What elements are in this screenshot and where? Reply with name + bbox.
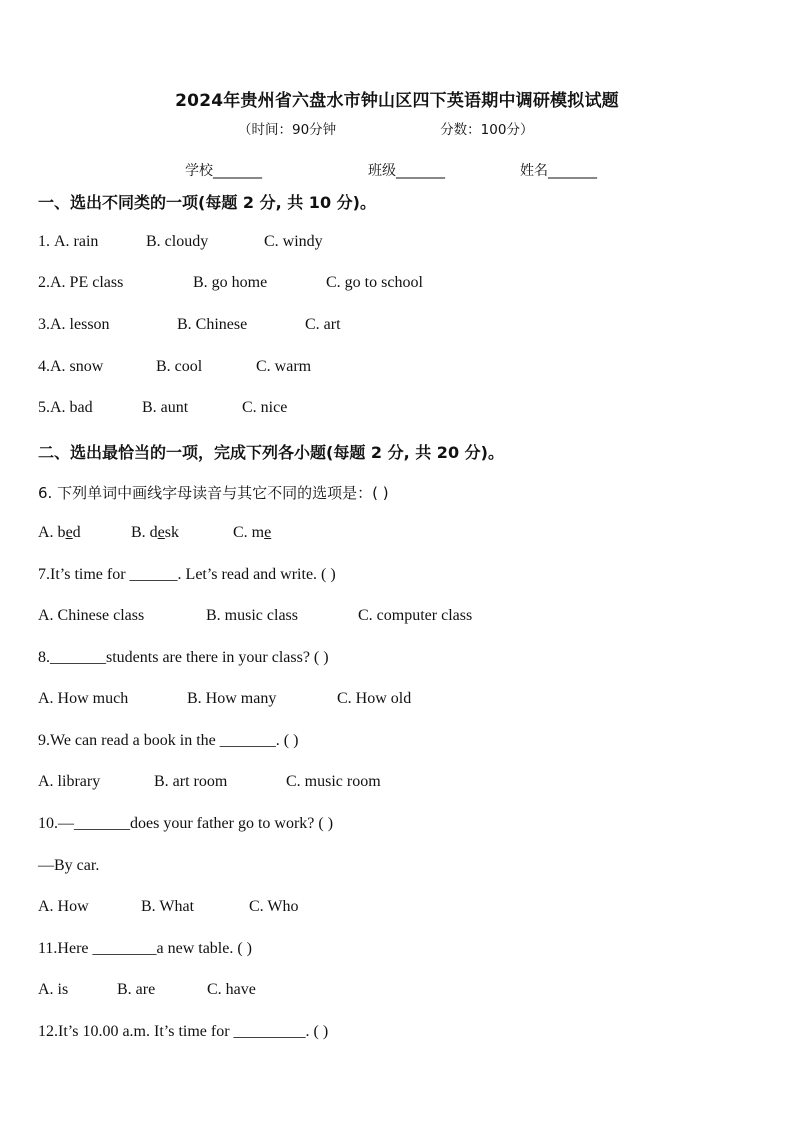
question-9-options	[38, 773, 381, 791]
question-5	[38, 399, 287, 417]
q6-option-b	[131, 524, 233, 542]
q10-option-b: B. What	[141, 898, 195, 915]
question-2	[38, 274, 423, 292]
name-field: 姓名_______	[520, 163, 597, 179]
question-10-options	[38, 898, 298, 916]
q10-option-c: C. Who	[249, 898, 299, 915]
school-field: 学校_______	[185, 163, 262, 179]
q7-option-a: A. Chinese class	[38, 607, 145, 624]
class-field: 班级_______	[368, 163, 445, 179]
q3-option-b: B. Chinese	[177, 316, 248, 333]
q6-option-a	[38, 524, 131, 542]
q11-option-a: A. is	[38, 981, 69, 998]
q2-num: 2.	[38, 274, 50, 291]
q1-option-c: C. windy	[264, 233, 323, 250]
question-10-answer: —By car.	[38, 857, 100, 874]
q5-num: 5.	[38, 399, 50, 416]
q1-num: 1.	[38, 233, 50, 250]
q11-option-b: B. are	[117, 981, 156, 998]
q11-option-c: C. have	[207, 981, 256, 998]
exam-subtitle	[238, 118, 533, 138]
q1-option-b: B. cloudy	[146, 233, 209, 250]
q7-option-b: B. music class	[206, 607, 298, 624]
exam-title: 2024年贵州省六盘水市钟山区四下英语期中调研模拟试题	[175, 91, 619, 111]
q9-option-b: B. art room	[154, 773, 228, 790]
question-3	[38, 316, 341, 334]
question-7-stem: 7.It’s time for ______. Let’s read and write. ( )	[38, 566, 336, 583]
question-11-options	[38, 981, 256, 999]
q5-option-c: C. nice	[242, 399, 288, 416]
q6-a-post: d	[72, 524, 81, 541]
q9-option-a: A. library	[38, 773, 101, 790]
q7-option-c: C. computer class	[358, 607, 473, 624]
question-6-stem: 6. 下列单词中画线字母读音与其它不同的选项是：( )	[38, 484, 389, 502]
q8-option-b: B. How many	[187, 690, 277, 707]
question-1	[38, 233, 323, 251]
q2-option-c: C. go to school	[326, 274, 423, 291]
question-12-stem: 12.It’s 10.00 a.m. It’s time for _________. ( )	[38, 1023, 329, 1040]
q4-option-a: A. snow	[50, 358, 104, 375]
q8-option-a: A. How much	[38, 690, 129, 707]
q6-a-pre: A. b	[38, 524, 66, 541]
q6-c-underlined: e	[264, 524, 272, 541]
q3-option-c: C. art	[305, 316, 341, 333]
time-limit: （时间：90分钟	[238, 122, 337, 138]
question-9-stem: 9.We can read a book in the _______. ( )	[38, 732, 299, 749]
question-6-options	[38, 524, 271, 542]
q4-option-b: B. cool	[156, 358, 203, 375]
question-10-stem: 10.—_______does your father go to work? ( )	[38, 815, 334, 832]
section1-heading: 一、选出不同类的一项(每题 2 分, 共 10 分)。	[38, 193, 376, 212]
q10-option-a: A. How	[38, 898, 89, 915]
q6-b-underlined: e	[157, 524, 165, 541]
q2-option-b: B. go home	[193, 274, 268, 291]
q1-option-a: A. rain	[54, 233, 99, 250]
q5-option-a: A. bad	[50, 399, 93, 416]
q6-c-pre: C. m	[233, 524, 265, 541]
q6-a-underlined: e	[65, 524, 73, 541]
q6-b-post: sk	[164, 524, 180, 541]
total-score: 分数：100分）	[440, 122, 534, 138]
student-info	[185, 160, 597, 180]
question-7-options	[38, 607, 472, 625]
q3-option-a: A. lesson	[50, 316, 110, 333]
q9-option-c: C. music room	[286, 773, 381, 790]
q3-num: 3.	[38, 316, 50, 333]
q6-b-pre: B. d	[131, 524, 158, 541]
question-11-stem: 11.Here ________a new table. ( )	[38, 940, 252, 957]
question-8-options	[38, 690, 411, 708]
question-8-stem: 8._______students are there in your class? ( )	[38, 649, 329, 666]
q5-option-b: B. aunt	[142, 399, 189, 416]
q6-option-c	[233, 524, 271, 542]
q8-option-c: C. How old	[337, 690, 412, 707]
section2-heading: 二、选出最恰当的一项，完成下列各小题(每题 2 分, 共 20 分)。	[38, 443, 504, 462]
q2-option-a: A. PE class	[50, 274, 124, 291]
question-4	[38, 358, 311, 376]
q4-num: 4.	[38, 358, 50, 375]
q4-option-c: C. warm	[256, 358, 312, 375]
